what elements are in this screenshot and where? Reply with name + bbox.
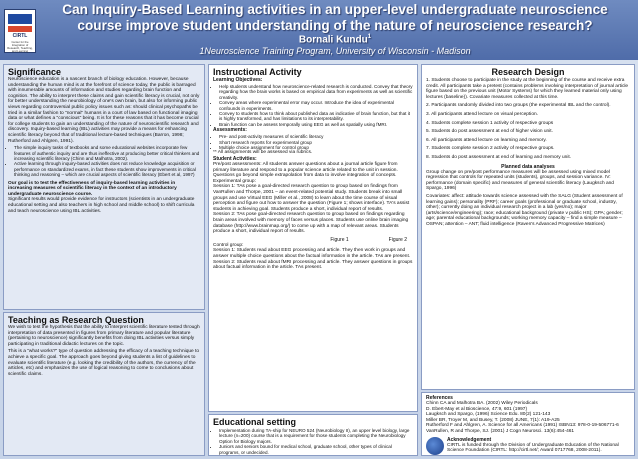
objectives-list [213,84,413,127]
experimental-session-2: Session 2: TAs pose goal-directed research question to group based on findings regarding brain areas involved with memory of faces versus places. Students use online brain imaging database (http://www.brainmap.org/) to come up with a map of relevant areas. Students produce a short, individual report of results. [213,212,409,235]
experimental-session-1: Session 1: TAs pose a goal-directed research question to group based on findings from VanRullen and Thorpe, 2001 – an event-related potential study. Students break into small groups and use Virtual EEG (Miller et al., 2008) to learn about the time course of visual perception and figure out how to answer the question (Figure 1; shows interface). TA's assist students in achieving goal. Students produce a short, individual report of results. [213,184,410,212]
assessment-item: • Pre- and post-activity measures of scientific literacy [219,134,413,139]
educational-bullets [213,428,413,455]
acknowledgement-heading: Acknowledgement [447,436,492,443]
assessment-item: • Short research reports for experimental group [219,140,413,145]
references-heading: References [426,395,453,401]
logo-subtext: Center for the Integration of Research, Teaching, and Learning [7,40,33,53]
figure-1-label: Figure 1 [330,236,349,243]
acknowledgement [426,437,630,455]
research-step: 4. Students complete session 1 activity of respective groups [426,120,554,126]
teaching-paragraph-2: This is a "what works?" type of question addressing the efficacy of a teaching technique to achieve a specific goal. The approach goes beyond giving students a list of guidelines to evaluate scientific literature (e.g. looking the credibility of the authors, the currency of the articles, etc) and emphasizes the use of logical reasoning to come to conclusions about scientific claims. [8,349,200,377]
research-step: 6. All participants attend lecture on learning and memory. [426,137,547,143]
objective-item: • Convey areas where experimental error may occur. Introduce the idea of experimental confounds in experiments. [219,100,413,111]
assessment-item: • Multiple choice assignment for control group [219,145,413,150]
acknowledgement-text: CIRTL is funded through the Division of Undergraduate Education of the National Science Foundation (CIRTL: http://cirtl.net/; Award 0717768, 2008-2011). [447,442,619,454]
teaching-question-panel [3,312,205,456]
poster-author [40,34,630,45]
research-step: 2. Participants randomly divided into two groups (the experimental IBL and the control). [426,103,611,109]
teaching-heading: Teaching as Research Question [8,315,144,325]
poster-header [0,0,638,60]
control-group-paragraph: Session 1: Students read about EEG processing and article. They then work in groups and answer multiple choice questions about the factual information in the article. TAs are present. Session 2: Students read about fMRI processing and article. They answer questions in groups about factual information in the article. TAs present. [213,248,413,271]
reference-item: D. Ebert-May et al Bioscience, 47:9, 601 (1997) [426,406,528,412]
poster-affiliation: 1Neuroscience Training Program, University of Wisconsin - Madison [199,46,471,56]
activities-paragraph: Pre/post assessments: All students answer questions about a journal article figure from primary literature and respond to a popular science article related to the unit in session. Questions go beyond simple extrapolation from data to involve integration of concepts. [213,162,398,179]
instructional-heading: Instructional Activity [213,67,302,77]
figure-2-label: Figure 2 [388,236,407,243]
significance-panel [3,64,205,310]
research-heading: Research Design [491,67,565,77]
educational-bullet: • Juniors and seniors bound for medical school, graduate school, other types of clinical programs, or undecided. [219,444,413,455]
research-step: 1. Students choose to participate in the study at the beginning of the course and receive extra credit. All participants take a pretest (contains problems involving interpretation of journal article figure based on the previous unit (Motor Systems) for which they learned material only using lectures (baseline)). Covariate measures collected at this time. [426,78,629,100]
covariates-paragraph: Covariates: affect: attitude towards science assessed with the SALG (Student assessment of learning gains); personality (PRF); career goals (professional or graduate school, industry, other); currently doing an individual research project in a lab (yes/no); major (arts/science/engineering); race; educational background (private v public HS); GPA; gender; age; parental educational backgrounds; working memory capacity – find a simple measure – OSPAN; attention – ANT; fluid intelligence (Raven's Advanced Progressive Matrices) [426,193,623,227]
educational-heading: Educational setting [213,417,297,427]
reference-item: Miller BR, Troyer M, and Busey, T. (2008) JUNE, 7(1): A19-A25 [426,417,560,423]
nsf-logo-icon [426,437,444,455]
cirtl-logo [4,9,36,53]
assessments-note: ** All assignments will be assessed via rubrics. [213,150,313,156]
educational-setting-panel [208,414,418,456]
research-step: 7. Students complete session 2 activity of respective groups. [426,146,555,152]
reference-item: Laugksch and Spargo, (1996) Science Edu. 80(2) 121-143 [426,412,551,418]
poster-title: Can Inquiry-Based Learning activities in an upper-level undergraduate neuroscience course improve student understanding of the nature of neuroscience research? [62,2,608,33]
educational-bullet: • Implementation during TA-ship for NEURO 524 (Neurobiology II), an upper level biology, large lecture (n=200) course that is a requirement for those students completing the Neurobiology Option for Biology majors. [219,428,413,444]
author-superscript: 1 [367,34,372,40]
activities-label: Student Activities: [213,156,257,163]
significance-heading: Significance [8,67,62,77]
objectives-label: Learning Objectives: [213,77,263,83]
references-list [426,401,630,435]
significance-bullet: • The simple inquiry tasks of textbooks and some educational websites incorporate few features of authentic inquiry and are thus ineffective at producing better critical thinkers and increasing scientific literacy (Chinn and Malhotra, 2002). [14,145,200,161]
research-step: 8. Students do post assessment at end of learning and memory unit. [426,154,572,160]
significance-goal: Our goal is to test the effectiveness of inquiry-based learning activities in increasing measures of scientific literacy in the context of an introductory undergraduate neuroscience course. [8,180,177,197]
teaching-paragraph: We wish to test the hypothesis that the ability to interpret scientific literature tested through interpretation of data presented in figures from primary literature and popular literature (pertaining to neuroscience) significantly benefits from doing IBL activities versus simply participating in traditional didactic lectures on the topic. [8,325,200,347]
author-name: Bornali Kundu [298,34,368,46]
research-design-panel [421,64,635,390]
instructional-activity-panel [208,64,418,412]
reference-item: Rutherford F and Ahlgren, A. Science for all Americans (1991) ISBN13: 978-0-19-506771-6 [426,423,619,429]
significance-bullets [8,145,200,177]
references-panel [421,392,635,456]
significance-paragraph-2: Significant results would provide evidence for instructors (scientists in an undergraduate educational setting and also teachers in high school and middle school) to shift curricula and teach neuroscience using IBL activities. [8,197,195,214]
significance-paragraph: Neuroscience education is a nascent branch of biology education. However, because understanding the human mind is at the forefront of science today, the public is barraged with innumerable amounts of information and studies regarding brain function and cognition. The ability to interpret these claims and gain scientific literacy is crucial, not only for better understanding the neurobiology of one's own brain, but also for informing public views regarding controversial public policy issues such as: should clinical psychopaths be tried in a similar fashion to "normal" humans in a court of law based on functional imaging data or what defines a "conscious" being. It is for these reasons that it has become crucial for college students to gain an understanding of the nature of neuroscientific research and discovery. Inquiry-based learning (IBL) activities may provide a means for enhancing scientific literacy beyond that of traditional lecture-based techniques (Barron, 1998; Rutherford and Ahlgren, 1991). [8,77,200,144]
logo-text: CIRTL [12,33,28,39]
objective-item: • Brain function can be assess temporally using EEG as well as spatially using fMRI. [219,122,413,127]
research-step: 3. All participants attend lecture on visual perception. [426,111,538,117]
logo-red-band [8,26,32,32]
assessments-list [213,134,413,150]
research-step: 5. Students do post assessment at end of higher vision unit. [426,129,553,135]
objective-item: • Convey to students how to think about published data as indicative of brain function, but that it is highly transformed, and has limitations to its interpretability. [219,111,413,122]
reference-item: VanRullen, R and Thorpe, SJ. (2001) J Cogn Neurosci. 13(6):454-461 [426,428,575,434]
assessments-label: Assessments: [213,127,247,134]
logo-blue-band [8,14,32,24]
significance-bullet: • Active learning through inquiry-based activities does not reduce knowledge acquisition or performance on standardized exams, in fact these students show improvements in critical thinking and reasoning – which are crucial aspects of scientific literacy (Ebert et al, 1997) [14,161,200,177]
analyses-heading: Planned data analyses [501,163,555,170]
objective-item: • Help students understand how neuroscience-related research is conducted. Convey that theory regarding how the brain works is based on empirical data from experiments as well as scientific creativity. [219,84,413,100]
research-steps [426,78,630,161]
control-group-label: Control group: [213,242,244,248]
analyses-paragraph: Group change on pre/post performance measures will be assessed using mixed model regression that controls for repeated units (students), groups, and session variance. IV: performance (domain specific) and measures of general scientific literacy (Laugksch and Spargo, 1996) [426,169,614,192]
experimental-group-label: Experimental group: [213,178,256,184]
reference-item: Chinn CA and Malhotra BA. (2002) Wiley Periodicals [426,401,538,406]
